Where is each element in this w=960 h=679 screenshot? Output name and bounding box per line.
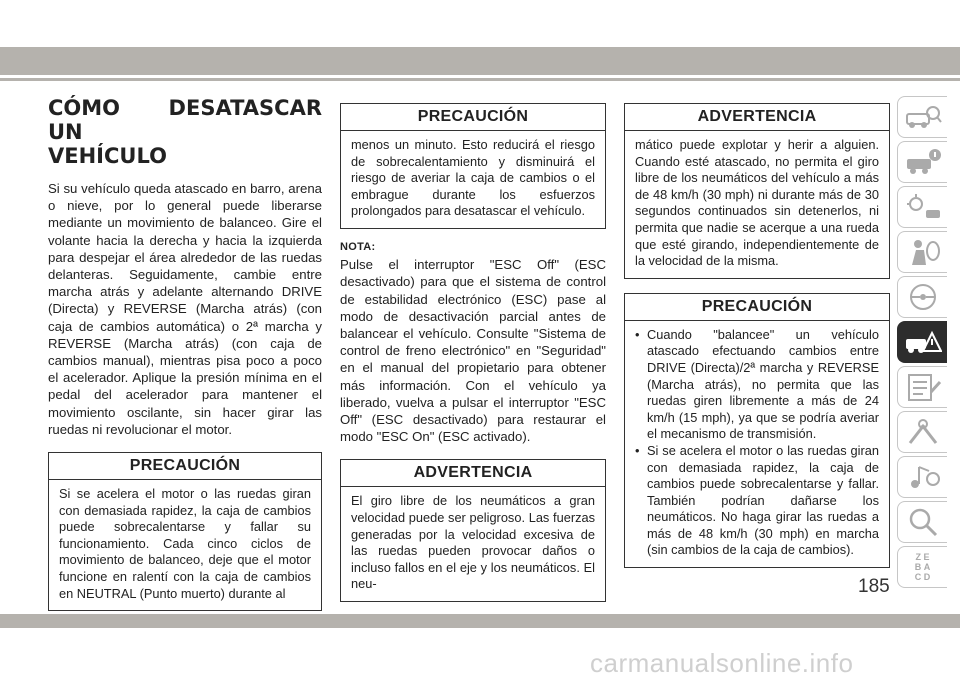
steering-wheel-icon <box>904 282 942 312</box>
warning-body-1b: mático puede explotar y herir a alguien. Cuando esté atascado, no permita el giro libre de los neumáticos del vehículo a más de 48 km/h (30 mph) ni durante más de 30 segundos continuados sin detenerlos, ni permita que nadie se acerque a una rueda que esté girando, independientemente de la velocidad de la misma. <box>635 137 879 269</box>
warning-body-1a: El giro libre de los neumáticos a gran velocidad puede ser peligroso. Las fuerzas generadas por la velocidad excesiva de las ruedas pueden provocar daños o incluso fallos en el eje y los neumáticos. El neu- <box>351 493 595 592</box>
caution-body-2 <box>625 321 889 567</box>
section-title <box>48 96 322 168</box>
note-label: NOTA: <box>340 240 376 253</box>
section-title-line1: CÓMO DESATASCAR UN <box>48 96 322 144</box>
tab-steering-wheel[interactable] <box>897 276 947 318</box>
car-search-icon <box>904 102 942 132</box>
checklist-icon <box>904 372 942 402</box>
caution-header-1-continued: PRECAUCIÓN <box>341 104 605 131</box>
tab-index[interactable] <box>897 546 947 588</box>
warning-box-1 <box>340 459 606 602</box>
footer-band <box>0 614 960 628</box>
tab-car-info[interactable] <box>897 141 947 183</box>
warning-header-1-continued: ADVERTENCIA <box>625 104 889 131</box>
tab-multimedia[interactable] <box>897 456 947 498</box>
tab-car-search[interactable] <box>897 96 947 138</box>
header-rule <box>0 78 960 81</box>
tab-breakdown-warning[interactable] <box>897 321 947 363</box>
intro-paragraph: Si su vehículo queda atascado en barro, arena o nieve, por lo general puede liberarse mediante un movimiento de balanceo. Gire el volante hacia la derecha y hacia la izquierda para despejar el área alrededor de las ruedas delanteras. Seguidamente, cambie entre marcha atrás y adelante alternando DRIVE (Directa) y REVERSE (Marcha atrás) (con caja de cambios automática) o 2ª marcha y REVERSE (Marcha atrás) (con caja de cambios manual), mientras pisa poco a poco el acelerador. Aplique la presión mínima en el pedal del acelerador para mantener el movimiento oscilante, sin hacer girar las ruedas ni revolucionar el motor. <box>48 181 322 437</box>
caution-header-2: PRECAUCIÓN <box>625 294 889 321</box>
warning-header-1: ADVERTENCIA <box>341 460 605 487</box>
caution-body-1a: Si se acelera el motor o las ruedas giran con demasiada rapidez, la caja de cambios puede sobrecalentarse y fallar su funcionamiento. Cada cinco ciclos de movimiento de balanceo, deje que el motor funcione en ralentí con la caja de cambios en NEUTRAL (Punto muerto) durante al <box>59 486 311 601</box>
tab-airbag-safety[interactable] <box>897 231 947 273</box>
index-icon: Z E B A C D <box>914 552 931 582</box>
tab-checklist[interactable] <box>897 366 947 408</box>
header-band <box>0 47 960 75</box>
column-3 <box>624 103 890 578</box>
tab-dashboard-lights[interactable] <box>897 186 947 228</box>
search-icon <box>904 507 942 537</box>
tab-search[interactable] <box>897 501 947 543</box>
caution-item-1: • Cuando "balancee" un vehículo atascado efectuando cambios entre DRIVE (Directa)/2ª marcha y REVERSE (Marcha atrás), no permita que las ruedas giren libremente a más de 24 km/h (15 mph), ya que se podría averiar el mecanismo de transmisión. <box>635 327 879 443</box>
caution-list <box>635 327 879 559</box>
caution-item-2: • Si se acelera el motor o las ruedas giran con demasiada rapidez, la caja de cambios puede sobrecalentarse y fallar. También podrían dañarse los neumáticos. No haga girar las ruedas a más de 48 km/h (30 mph) en marcha (sin cambios de la caja de cambios). <box>635 443 879 559</box>
multimedia-icon <box>904 462 942 492</box>
chapter-tabs <box>897 96 947 591</box>
maintenance-tools-icon <box>904 417 942 447</box>
car-info-icon <box>904 147 942 177</box>
caution-body-1b: menos un minuto. Esto reducirá el riesgo de sobrecalentamiento y disminuirá el riesgo de averiar la caja de cambios o el embrague durante los esfuerzos prolongados para desatascar el vehículo. <box>351 137 595 219</box>
watermark: carmanualsonline.info <box>590 648 854 678</box>
caution-header-1: PRECAUCIÓN <box>49 453 321 480</box>
dashboard-lights-icon <box>904 192 942 222</box>
caution-box-2 <box>624 293 890 568</box>
caution-box-1-continued <box>340 103 606 229</box>
page-number: 185 <box>858 576 890 597</box>
breakdown-warning-icon <box>904 327 942 357</box>
column-2 <box>340 103 606 612</box>
airbag-safety-icon <box>904 237 942 267</box>
tab-maintenance-tools[interactable] <box>897 411 947 453</box>
warning-box-1-continued <box>624 103 890 279</box>
caution-box-1 <box>48 452 322 611</box>
column-1 <box>48 96 322 621</box>
note-paragraph: Pulse el interruptor "ESC Off" (ESC desactivado) para que el sistema de control de estabilidad electrónico (ESC) pase al modo de desactivación parcial antes de balancear el vehículo. Consulte "Sistema de control de freno electrónico" en "Seguridad" en el manual del propietario para obtener más información. Con el vehículo ya liberado, vuelva a pulsar el interruptor "ESC Off" (ESC desactivado) para restaurar el modo "ESC On" (ESC activado). <box>340 257 606 445</box>
section-title-line2: VEHÍCULO <box>48 144 167 168</box>
